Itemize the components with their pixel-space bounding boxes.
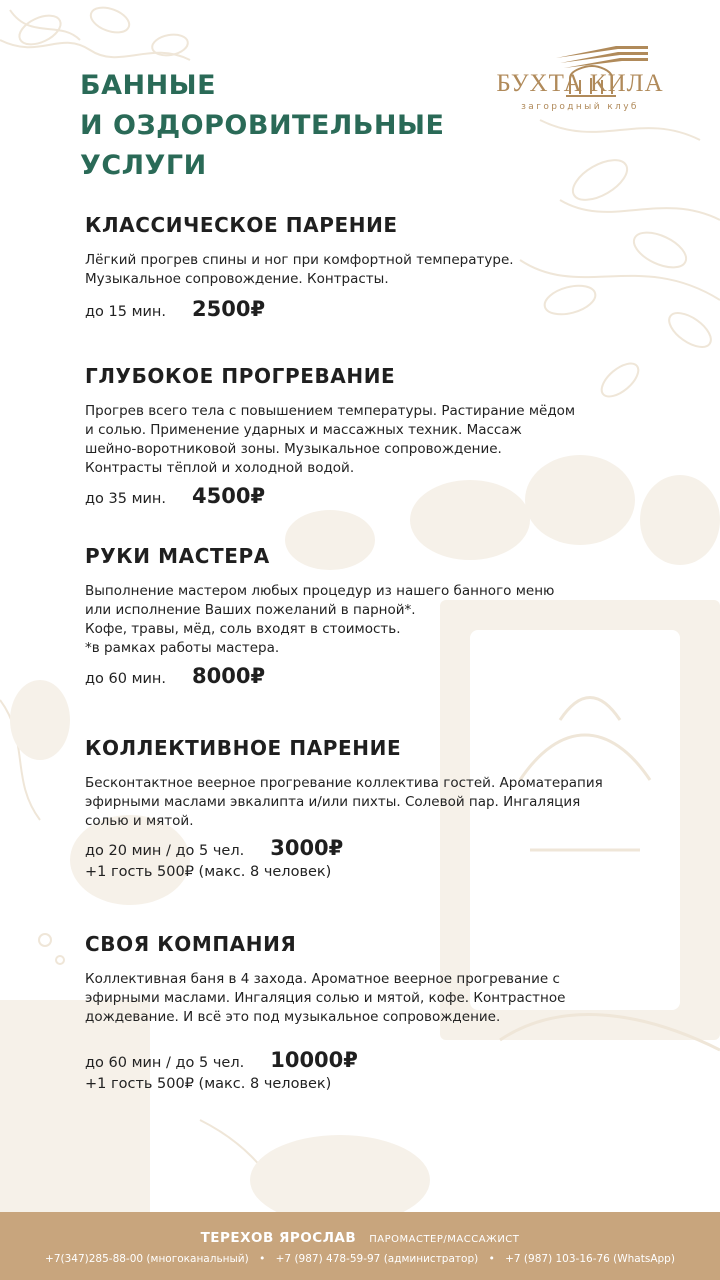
service-extra-guest: +1 гость 500₽ (макс. 8 человек) — [85, 864, 332, 880]
page-title — [80, 66, 444, 186]
service-description-line: Музыкальное сопровождение. Контрасты. — [85, 271, 389, 287]
service-price: 2500₽ — [192, 297, 266, 321]
master-name: ТЕРЕХОВ ЯРОСЛАВ — [200, 1230, 357, 1246]
service-description-line: эфирными маслами эвкалипта и/или пихты. Солевой пар. Ингаляция — [85, 794, 581, 810]
page-title-line-1: БАННЫЕ — [80, 70, 217, 101]
service-description-line: Коллективная баня в 4 захода. Ароматное веерное прогревание с — [85, 971, 560, 987]
service-description — [85, 970, 645, 1027]
logo-name: БУХТА КИЛА — [496, 70, 664, 97]
service-description-line: эфирными маслами. Ингаляция солью и мятой, кофе. Контрастное — [85, 990, 566, 1006]
service-duration: до 20 мин / до 5 чел. — [85, 843, 245, 859]
service-extra-guest: +1 гость 500₽ (макс. 8 человек) — [85, 1076, 332, 1092]
service-title: КОЛЛЕКТИВНОЕ ПАРЕНИЕ — [85, 736, 402, 760]
service-description — [85, 402, 645, 478]
service-description-line: Лёгкий прогрев спины и ног при комфортной температуре. — [85, 252, 514, 268]
service-classic-steaming — [85, 213, 645, 321]
service-deep-warming — [85, 364, 645, 508]
service-description-line: или исполнение Ваших пожеланий в парной*. — [85, 602, 416, 618]
service-description-line: дождевание. И всё это под музыкальное сопровождение. — [85, 1009, 501, 1025]
service-description-line: солью и мятой. — [85, 813, 194, 829]
logo-subtitle: загородный клуб — [521, 102, 639, 112]
service-description — [85, 582, 645, 658]
master-role: ПАРОМАСТЕР/МАССАЖИСТ — [369, 1234, 520, 1245]
service-group-steaming — [85, 736, 645, 880]
phone-administrator[interactable]: +7 (987) 478-59-97 (администратор) — [275, 1253, 479, 1265]
service-price: 4500₽ — [192, 484, 266, 508]
service-description-line: Прогрев всего тела с повышением температуры. Растирание мёдом — [85, 403, 576, 419]
price-row — [85, 836, 343, 860]
service-price: 3000₽ — [270, 836, 344, 860]
footer-contacts — [0, 1253, 720, 1265]
service-description-line: Кофе, травы, мёд, соль входят в стоимость. — [85, 621, 401, 637]
service-master-hands — [85, 544, 645, 688]
separator-dot: • — [488, 1253, 495, 1265]
service-description-line: и солью. Применение ударных и массажных техник. Массаж — [85, 422, 522, 438]
service-description-line: Выполнение мастером любых процедур из нашего банного меню — [85, 583, 555, 599]
service-title: КЛАССИЧЕСКОЕ ПАРЕНИЕ — [85, 213, 398, 237]
service-duration: до 60 мин / до 5 чел. — [85, 1055, 245, 1071]
footer — [0, 1212, 720, 1280]
separator-dot: • — [259, 1253, 266, 1265]
service-title: СВОЯ КОМПАНИЯ — [85, 932, 297, 956]
service-price: 10000₽ — [270, 1048, 358, 1072]
service-duration: до 35 мин. — [85, 491, 167, 507]
brand-logo — [470, 44, 685, 110]
service-duration: до 15 мин. — [85, 304, 167, 320]
price-row — [85, 297, 265, 321]
service-description-line: *в рамках работы мастера. — [85, 640, 280, 656]
service-description-line: шейно-воротниковой зоны. Музыкальное сопровождение. — [85, 441, 502, 457]
page-title-line-3: УСЛУГИ — [80, 150, 207, 181]
service-own-company — [85, 932, 645, 1092]
service-description-line: Контрасты тёплой и холодной водой. — [85, 460, 355, 476]
service-title: РУКИ МАСТЕРА — [85, 544, 270, 568]
phone-whatsapp[interactable]: +7 (987) 103-16-76 (WhatsApp) — [505, 1253, 675, 1265]
page-title-line-2: И ОЗДОРОВИТЕЛЬНЫЕ — [80, 110, 445, 141]
service-description-line: Бесконтактное веерное прогревание коллектива гостей. Ароматерапия — [85, 775, 603, 791]
price-row — [85, 484, 265, 508]
service-description — [85, 774, 645, 831]
service-duration: до 60 мин. — [85, 671, 167, 687]
phone-multichannel[interactable]: +7(347)285-88-00 (многоканальный) — [45, 1253, 249, 1265]
service-price: 8000₽ — [192, 664, 266, 688]
service-description — [85, 251, 645, 289]
price-row — [85, 664, 265, 688]
footer-master — [0, 1227, 720, 1246]
price-row — [85, 1048, 358, 1072]
service-title: ГЛУБОКОЕ ПРОГРЕВАНИЕ — [85, 364, 396, 388]
